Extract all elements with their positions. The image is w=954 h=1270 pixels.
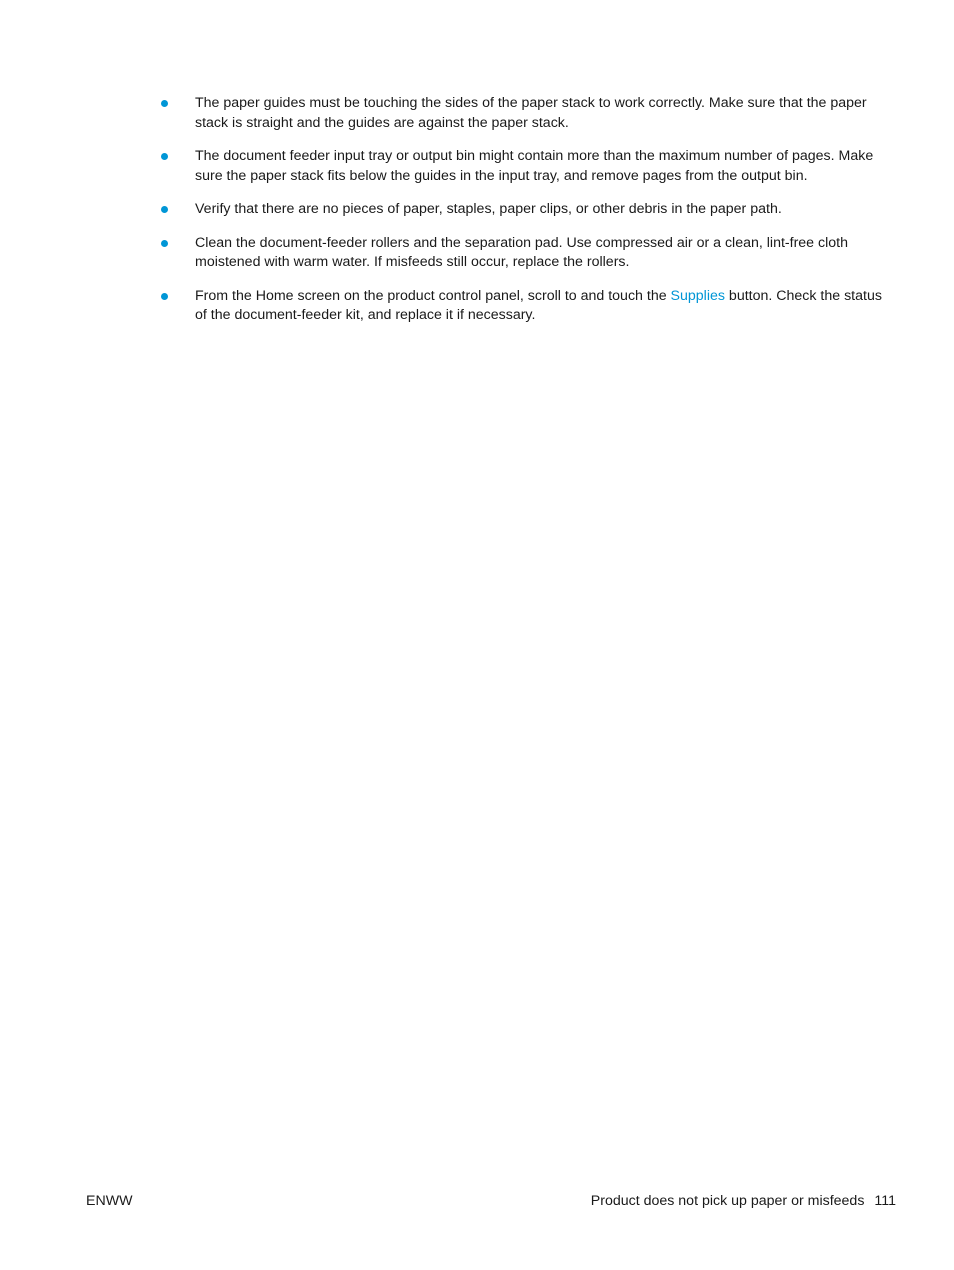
footer-right <box>591 1192 896 1211</box>
list-item-text-before-link: From the Home screen on the product control panel, scroll to and touch the <box>195 287 671 304</box>
footer-locale-code: ENWW <box>86 1193 133 1209</box>
list-item <box>160 234 890 273</box>
bullet-dot-icon <box>161 100 168 107</box>
bullet-dot-icon <box>161 240 168 247</box>
list-item-text: The document feeder input tray or output bin might contain more than the maximum number of pages. Make sure the paper stack fits below the guides in the input tray, and remove pages from the output bin. <box>195 148 874 184</box>
list-item-text-after-link: button. Check the status of the document-feeder kit, and replace it if necessary. <box>195 287 882 323</box>
page-number: 111 <box>874 1193 896 1209</box>
bullet-list <box>160 94 890 340</box>
bullet-dot-icon <box>161 293 168 300</box>
list-item-text: Clean the document-feeder rollers and the separation pad. Use compressed air or a clean, lint-free cloth moistened with warm water. If misfeeds still occur, replace the rollers. <box>195 234 848 270</box>
list-item <box>160 147 890 186</box>
bullet-dot-icon <box>161 206 168 213</box>
list-item <box>160 200 890 220</box>
list-item <box>160 94 890 133</box>
list-item <box>160 287 890 326</box>
supplies-link[interactable]: Supplies <box>670 287 725 304</box>
list-item-text: Verify that there are no pieces of paper, staples, paper clips, or other debris in the paper path. <box>195 201 782 217</box>
footer-section-title: Product does not pick up paper or misfeeds <box>590 1193 865 1209</box>
bullet-dot-icon <box>161 153 168 160</box>
list-item-text: The paper guides must be touching the sides of the paper stack to work correctly. Make sure that the paper stack is straight and the guides are against the paper stack. <box>195 95 867 131</box>
